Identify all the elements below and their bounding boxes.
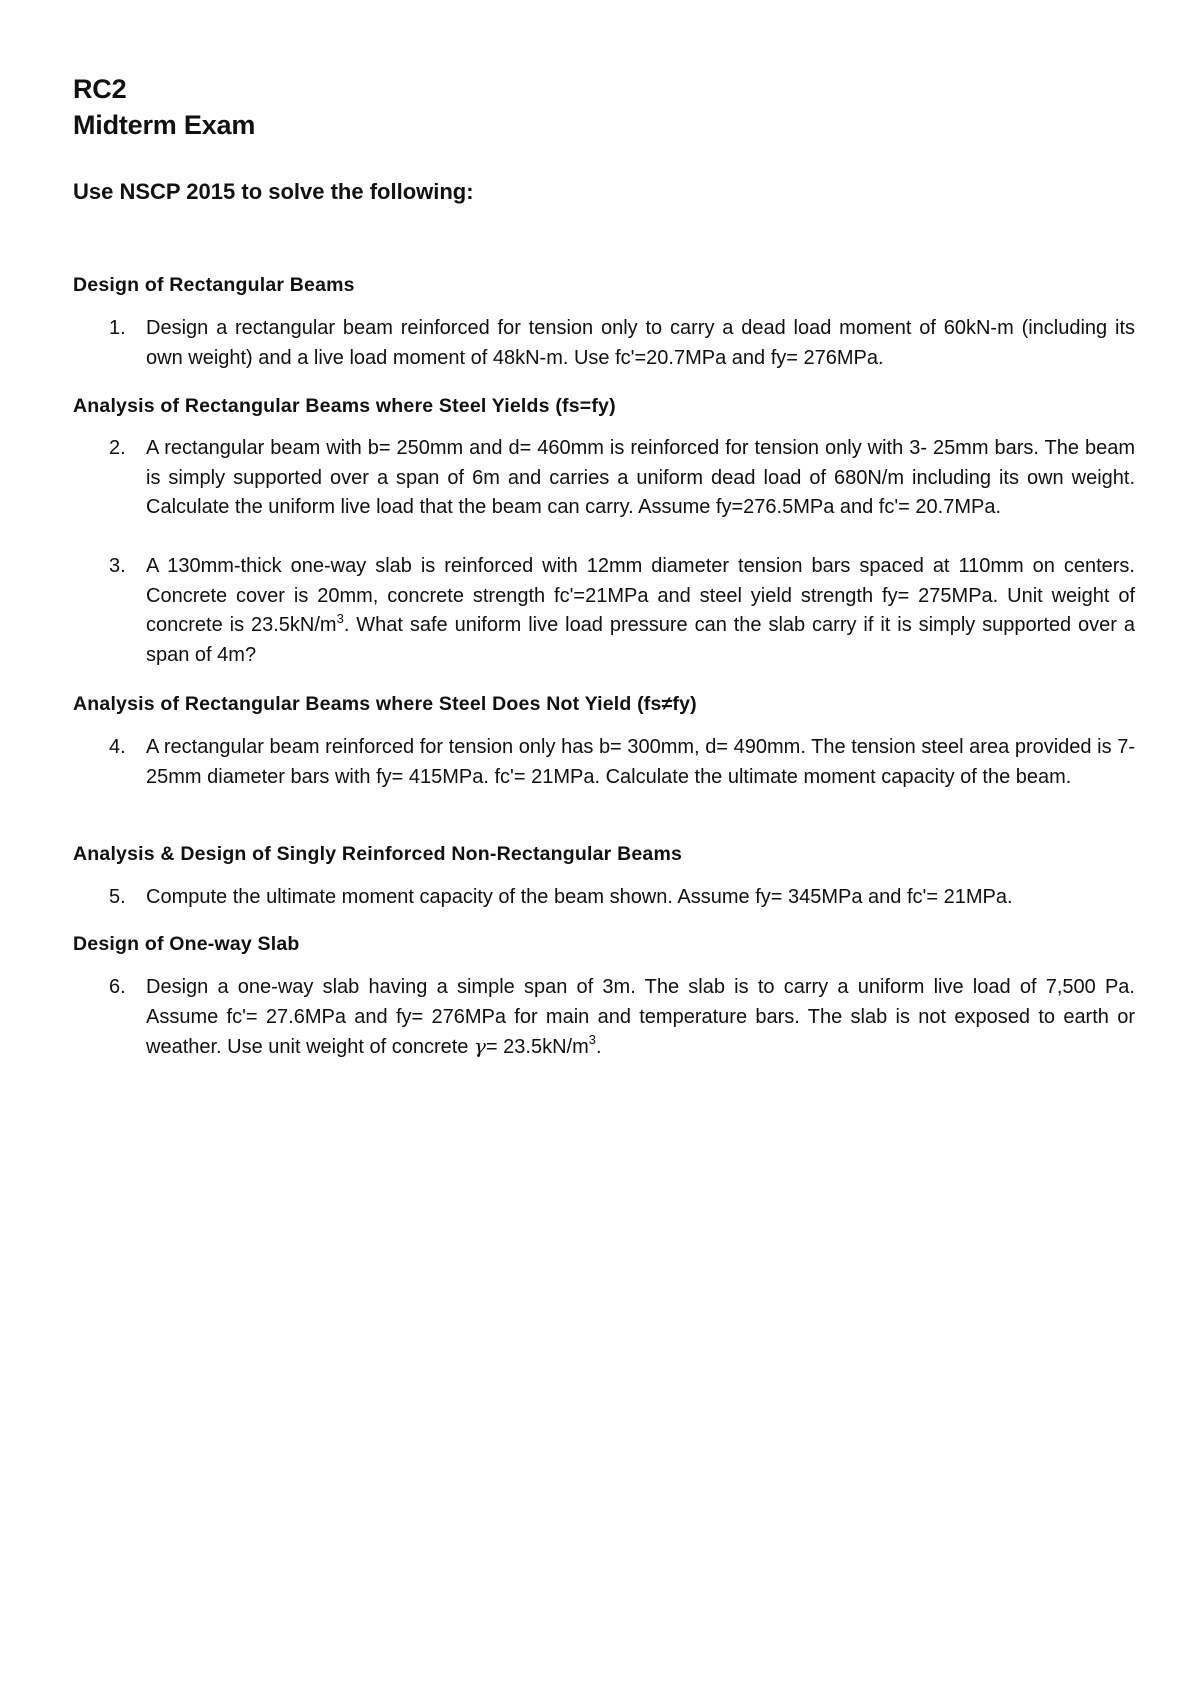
superscript: 3 (588, 1032, 596, 1047)
problem-text: A rectangular beam with b= 250mm and d= 460mm is reinforced for tension only with 3- 25mm bars. The beam is simply supported over a span of 6m and carries a uniform dead load of 680N/m including its own weight. Calculate the uniform live load that the beam can carry. Assume fy=276.5MPa and fc'= 20.7MPa. (146, 437, 1135, 518)
problem-text-part: Design a one-way slab having a simple span of 3m. The slab is to carry a uniform live load of 7,500 Pa. Assume fc'= 27.6MPa and fy= 276MPa for main and temperature bars. The slab is not exposed to earth or weather. Use unit weight of concrete (146, 976, 1135, 1058)
problem-number: 4. (109, 736, 126, 758)
problem-text: A rectangular beam reinforced for tension only has b= 300mm, d= 490mm. The tension steel area provided is 7-25mm diameter bars with fy= 415MPa. fc'= 21MPa. Calculate the ultimate moment capacity of the beam. (146, 736, 1135, 788)
section-heading-one-way-slab: Design of One-way Slab (73, 933, 300, 955)
superscript: 3 (336, 611, 344, 626)
problem-3 (73, 552, 1135, 670)
problem-6 (73, 973, 1135, 1063)
problem-2 (73, 434, 1135, 523)
problem-text-part: . (595, 1036, 602, 1058)
problem-number: 1. (109, 317, 126, 339)
problem-1 (73, 314, 1135, 373)
problem-text-part: A 130mm-thick one-way slab is reinforced with 12mm diameter tension bars spaced at 110mm on centers. Concrete cover is 20mm, concrete strength fc'=21MPa and steel yield strength fy= 275MPa. Unit weight of concrete is 23.5kN/m (146, 555, 1135, 636)
section-heading-steel-yields: Analysis of Rectangular Beams where Steel Yields (fs=fy) (73, 395, 616, 417)
problem-text (146, 973, 1135, 1063)
problem-4 (73, 733, 1135, 792)
exam-title: Midterm Exam (73, 110, 256, 140)
course-code: RC2 (73, 74, 127, 104)
problem-text-part: = 23.5kN/m (485, 1036, 589, 1058)
section-heading-design-rectangular-beams: Design of Rectangular Beams (73, 274, 355, 296)
section-heading-steel-does-not-yield: Analysis of Rectangular Beams where Steel Does Not Yield (fs≠fy) (73, 693, 697, 715)
instructions: Use NSCP 2015 to solve the following: (73, 179, 474, 204)
problem-text: Compute the ultimate moment capacity of the beam shown. Assume fy= 345MPa and fc'= 21MPa. (146, 886, 1013, 908)
gamma-symbol: γ (473, 1034, 486, 1058)
problem-5 (73, 883, 1135, 913)
problem-number: 5. (109, 886, 126, 908)
problem-text (146, 552, 1135, 670)
problem-number: 6. (109, 976, 126, 998)
problem-number: 2. (109, 437, 126, 459)
problem-number: 3. (109, 555, 126, 577)
problem-text: Design a rectangular beam reinforced for tension only to carry a dead load moment of 60kN-m (including its own weight) and a live load moment of 48kN-m. Use fc'=20.7MPa and fy= 276MPa. (146, 317, 1135, 369)
section-heading-non-rectangular-beams: Analysis & Design of Singly Reinforced Non-Rectangular Beams (73, 843, 683, 865)
problem-text-part: . What safe uniform live load pressure can the slab carry if it is simply supported over a span of 4m? (146, 614, 1135, 666)
